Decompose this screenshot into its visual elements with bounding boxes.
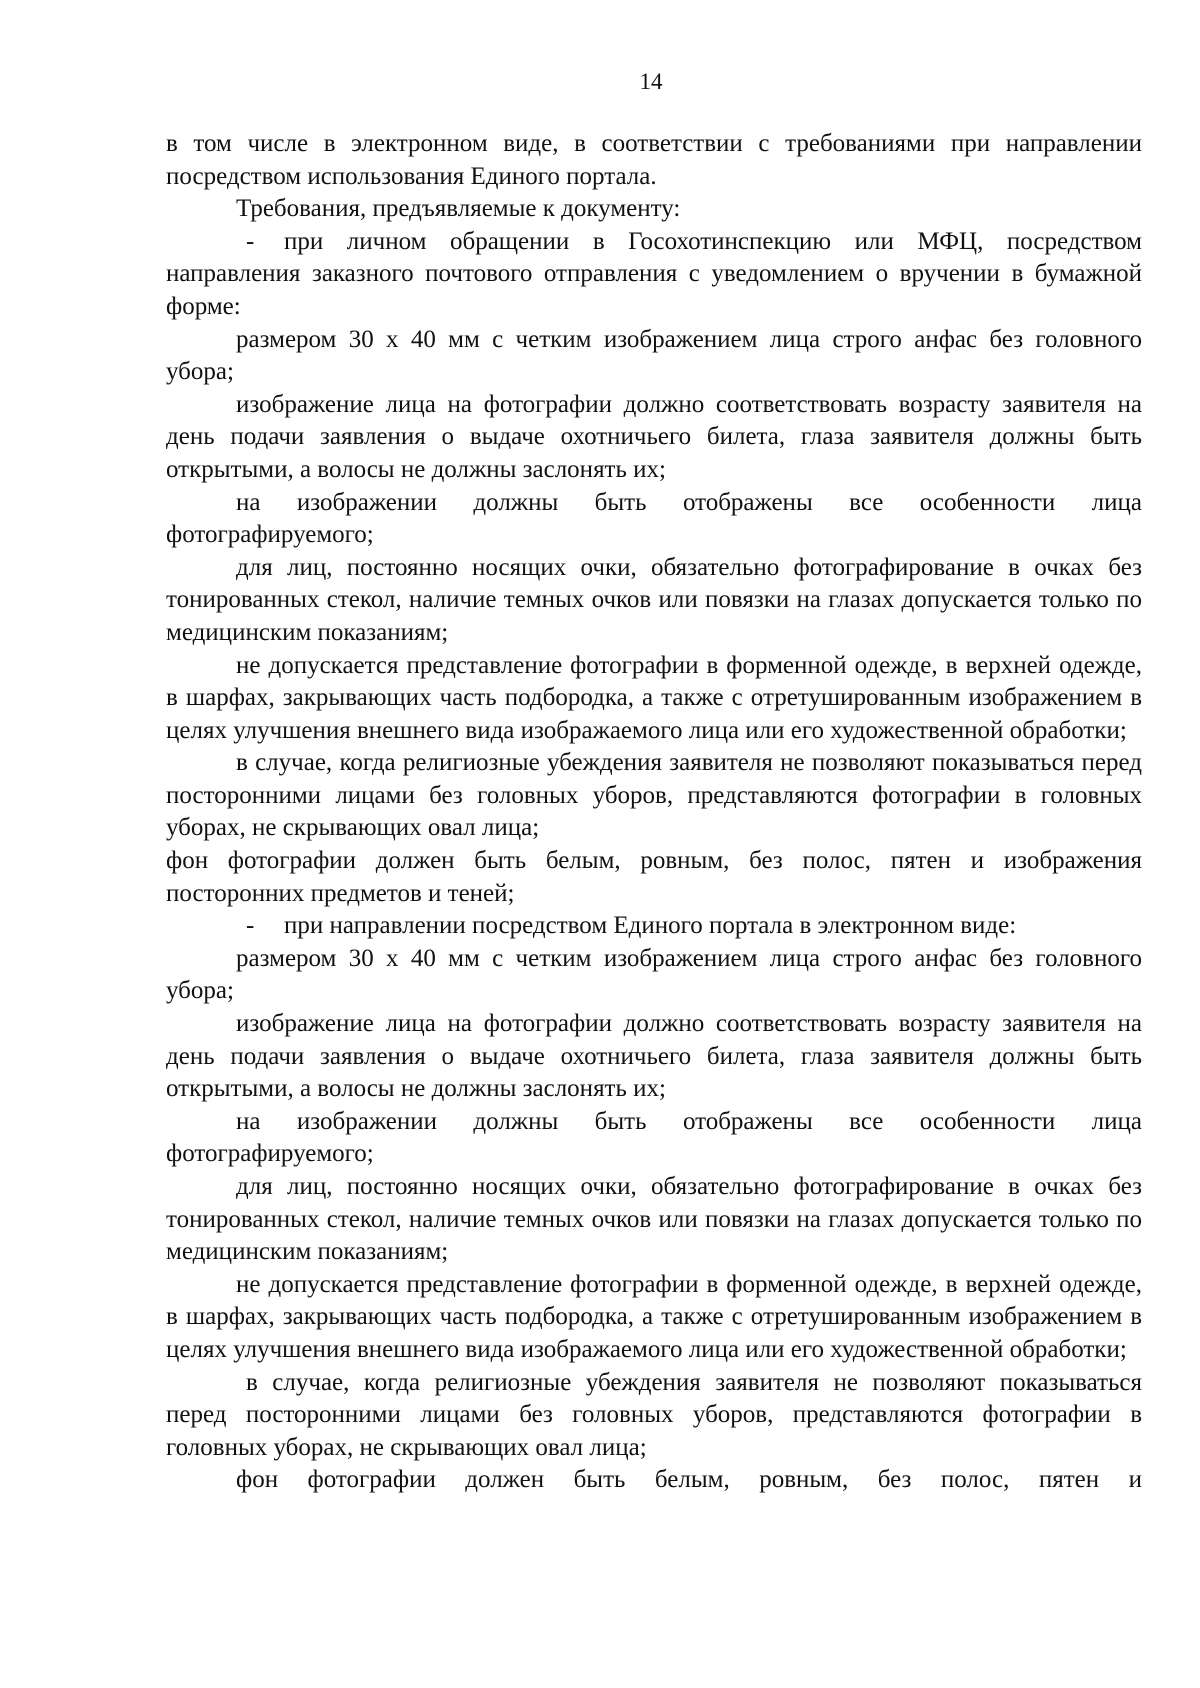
list-item-text: при направлении посредством Единого портала в электронном виде: bbox=[284, 912, 1017, 940]
page-number: 14 bbox=[639, 69, 663, 94]
list-item-text: при личном обращении в Госохотинспекцию или МФЦ, посредством направления заказного почтового отправления с уведомлением о вручении в бумажной форме: bbox=[166, 227, 1142, 320]
paragraph-glasses: для лиц, постоянно носящих очки, обязательно фотографирование в очках без тонированных стекол, наличие темных очков или повязки на глазах допускается только по медицинским показаниям; bbox=[166, 553, 1142, 646]
paragraph-photo-size: размером 30 х 40 мм с четким изображением лица строго анфас без головного убора; bbox=[166, 944, 1142, 1005]
list-item-portal-submission bbox=[166, 910, 1142, 943]
paragraph-glasses: для лиц, постоянно носящих очки, обязательно фотографирование в очках без тонированных стекол, наличие темных очков или повязки на глазах допускается только по медицинским показаниям; bbox=[166, 1173, 1142, 1266]
paragraph-face-features: на изображении должны быть отображены все особенности лица фотографируемого; bbox=[166, 488, 1142, 549]
paragraph-photo-size: размером 30 х 40 мм с четким изображением лица строго анфас без головного убора; bbox=[166, 325, 1142, 386]
list-dash: - bbox=[246, 227, 255, 255]
paragraph-clothing: не допускается представление фотографии в форменной одежде, в верхней одежде, в шарфах, закрывающих часть подбородка, а также с отретушированным изображением в целях улучшения внешнего вида изображаемого лица или его художественной обработки; bbox=[166, 651, 1142, 744]
paragraph-background: фон фотографии должен быть белым, ровным, без полос, пятен и изображения посторонних предметов и теней; bbox=[166, 847, 1142, 907]
paragraph-background-partial: фон фотографии должен быть белым, ровным, без полос, пятен и bbox=[236, 1466, 1142, 1494]
paragraph-clothing: не допускается представление фотографии в форменной одежде, в верхней одежде, в шарфах, закрывающих часть подбородка, а также с отретушированным изображением в целях улучшения внешнего вида изображаемого лица или его художественной обработки; bbox=[166, 1270, 1142, 1363]
paragraph-continuation: в том числе в электронном виде, в соответствии с требованиями при направлении посредством использования Единого портала. bbox=[166, 130, 1142, 190]
paragraph-religious: в случае, когда религиозные убеждения заявителя не позволяют показываться перед посторонними лицами без головных уборов, представляются фотографии в головных уборах, не скрывающих овал лица; bbox=[166, 1368, 1142, 1461]
paragraph-face-age: изображение лица на фотографии должно соответствовать возрасту заявителя на день подачи заявления о выдаче охотничьего билета, глаза заявителя должны быть открытыми, а волосы не должны заслонять их; bbox=[166, 390, 1142, 483]
list-item-paper-submission bbox=[166, 226, 1142, 324]
paragraph-requirements-heading: Требования, предъявляемые к документу: bbox=[236, 195, 681, 223]
paragraph-religious: в случае, когда религиозные убеждения заявителя не позволяют показываться перед посторонними лицами без головных уборов, представляются фотографии в головных уборах, не скрывающих овал лица; bbox=[166, 749, 1142, 842]
paragraph-face-features: на изображении должны быть отображены все особенности лица фотографируемого; bbox=[166, 1107, 1142, 1168]
paragraph-face-age: изображение лица на фотографии должно соответствовать возрасту заявителя на день подачи заявления о выдаче охотничьего билета, глаза заявителя должны быть открытыми, а волосы не должны заслонять их; bbox=[166, 1010, 1142, 1103]
list-dash: - bbox=[246, 912, 255, 940]
document-body bbox=[166, 128, 1142, 1497]
